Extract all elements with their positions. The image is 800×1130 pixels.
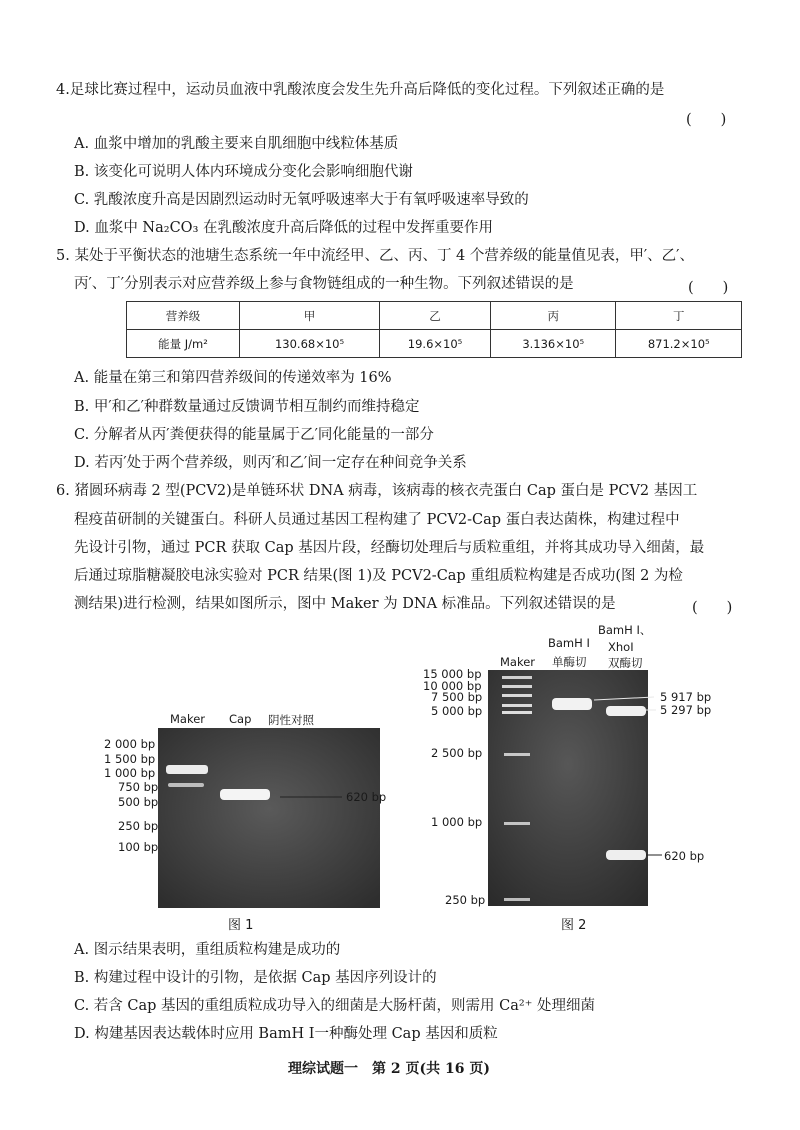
fig2-lane-label-maker: Maker [500, 655, 536, 669]
fig2-band-pointer-620 [646, 852, 662, 858]
fig2-band-label-620: 620 bp [664, 849, 705, 863]
fig2-marker-band [502, 711, 532, 714]
fig2-band-label-5917: 5 917 bp [660, 690, 712, 704]
fig1-caption: 图 1 [228, 918, 254, 933]
table-cell: 3.136×10⁵ [490, 330, 616, 358]
q4-answer-paren: ( ) [686, 112, 727, 128]
q4-option-c: C. 乳酸浓度升高是因剧烈运动时无氧呼吸速率大于有氧呼吸速率导致的 [74, 192, 529, 208]
energy-table [126, 301, 742, 358]
fig1-marker-band [168, 783, 204, 787]
fig1-marker-1500: 1 500 bp [104, 752, 156, 766]
q4-option-d: D. 血浆中 Na₂CO₃ 在乳酸浓度升高后降低的过程中发挥重要作用 [74, 220, 493, 236]
table-row [127, 330, 742, 358]
fig2-lane-label-double-digest: 双酶切 [608, 656, 643, 670]
q6-stem-line2: 程疫苗研制的关键蛋白。科研人员通过基因工程构建了 PCV2-Cap 蛋白表达菌株，构建过程中 [74, 512, 680, 528]
fig2-gel-image [488, 670, 658, 906]
fig2-lane-label-bamhi-2: BamH Ⅰ、 [598, 623, 652, 637]
table-cell: 能量 J/m² [127, 330, 240, 358]
fig2-marker-band [502, 704, 532, 707]
fig2-marker-7500: 7 500 bp [431, 690, 483, 704]
q5-answer-paren: ( ) [688, 280, 729, 296]
q5-stem-line2: 丙′、丁′分别表示对应营养级上参与食物链组成的一种生物。下列叙述错误的是 [74, 276, 574, 292]
fig1-cap-band [220, 789, 270, 800]
q6-stem-line5: 测结果)进行检测，结果如图所示，图中 Maker 为 DNA 标准品。下列叙述错误的是 [74, 596, 616, 612]
fig1-marker-1000: 1 000 bp [104, 766, 156, 780]
table-header-row [127, 302, 742, 330]
fig2-single-digest-band [552, 698, 592, 710]
fig2-marker-band [504, 753, 530, 756]
fig1-marker-band [166, 765, 208, 774]
fig1-marker-750: 750 bp [118, 780, 159, 794]
fig2-lane-label-xhoi: XhoⅠ [608, 640, 634, 654]
fig2-lane-label-single-digest: 单酶切 [552, 655, 587, 669]
fig2-marker-band [504, 898, 530, 901]
q6-option-d: D. 构建基因表达载体时应用 BamH Ⅰ一种酶处理 Cap 基因和质粒 [74, 1026, 498, 1042]
fig2-caption: 图 2 [561, 918, 587, 933]
fig1-lane-label-maker: Maker [170, 712, 206, 726]
table-cell: 丙 [490, 302, 616, 330]
q6-stem-line4: 后通过琼脂糖凝胶电泳实验对 PCR 结果(图 1)及 PCV2-Cap 重组质粒构建是否成功(图 2 为检 [74, 568, 683, 584]
fig1-gel-background [158, 728, 380, 908]
q5-option-d: D. 若丙′处于两个营养级，则丙′和乙′间一定存在种间竞争关系 [74, 455, 467, 471]
fig2-marker-band [504, 822, 530, 825]
q6-option-c: C. 若含 Cap 基因的重组质粒成功导入的细菌是大肠杆菌，则需用 Ca²⁺ 处理细菌 [74, 998, 595, 1014]
fig1-marker-100: 100 bp [118, 840, 159, 854]
q6-option-a: A. 图示结果表明，重组质粒构建是成功的 [74, 942, 341, 958]
fig2-band-label-5297: 5 297 bp [660, 703, 712, 717]
q6-answer-paren: ( ) [692, 600, 733, 616]
q5-option-b: B. 甲′和乙′种群数量通过反馈调节相互制约而维持稳定 [74, 399, 420, 415]
table-cell: 130.68×10⁵ [240, 330, 380, 358]
fig1-lane-label-cap: Cap [229, 712, 252, 726]
table-cell: 营养级 [127, 302, 240, 330]
q5-option-c: C. 分解者从丙′粪便获得的能量属于乙′同化能量的一部分 [74, 427, 434, 443]
q6-stem-line3: 先设计引物，通过 PCR 获取 Cap 基因片段，经酶切处理后与质粒重组，并将其成功导入细菌，最 [74, 540, 705, 556]
q4-option-a: A. 血浆中增加的乳酸主要来自肌细胞中线粒体基质 [74, 136, 399, 152]
fig1-marker-2000: 2 000 bp [104, 737, 156, 751]
q6-option-b: B. 构建过程中设计的引物，是依据 Cap 基因序列设计的 [74, 970, 437, 986]
fig2-marker-2500: 2 500 bp [431, 746, 483, 760]
fig2-marker-10000: 10 000 bp [423, 679, 482, 693]
fig2-marker-15000: 15 000 bp [423, 667, 482, 681]
fig2-double-digest-band-large [606, 706, 646, 716]
table-cell: 871.2×10⁵ [616, 330, 742, 358]
table-cell: 甲 [240, 302, 380, 330]
fig2-double-digest-band-small [606, 850, 646, 860]
q4-stem: 4.足球比赛过程中，运动员血液中乳酸浓度会发生先升高后降低的变化过程。下列叙述正确的是 [56, 82, 665, 98]
fig2-marker-band [502, 694, 532, 697]
q6-stem-line1: 6. 猪圆环病毒 2 型(PCV2)是单链环状 DNA 病毒，该病毒的核衣壳蛋白 Cap 蛋白是 PCV2 基因工 [56, 483, 698, 499]
q4-option-b: B. 该变化可说明人体内环境成分变化会影响细胞代谢 [74, 164, 413, 180]
fig1-lane-label-negative-control: 阴性对照 [268, 713, 314, 727]
fig2-marker-1000: 1 000 bp [431, 815, 483, 829]
fig2-marker-band [502, 685, 532, 688]
table-cell: 乙 [380, 302, 491, 330]
fig1-band-label-620: 620 bp [346, 790, 387, 804]
fig2-marker-250: 250 bp [445, 893, 486, 907]
table-cell: 丁 [616, 302, 742, 330]
fig2-lane-label-bamhi: BamH Ⅰ [548, 636, 590, 650]
fig1-marker-250: 250 bp [118, 819, 159, 833]
table-cell: 19.6×10⁵ [380, 330, 491, 358]
fig2-marker-5000: 5 000 bp [431, 704, 483, 718]
q5-option-a: A. 能量在第三和第四营养级间的传递效率为 16% [74, 370, 392, 386]
fig2-marker-band [502, 676, 532, 679]
fig1-marker-500: 500 bp [118, 795, 159, 809]
q5-stem-line1: 5. 某处于平衡状态的池塘生态系统一年中流经甲、乙、丙、丁 4 个营养级的能量值见表，甲′、乙′、 [56, 248, 694, 264]
page-footer: 理综试题一 第 2 页(共 16 页) [288, 1061, 490, 1077]
